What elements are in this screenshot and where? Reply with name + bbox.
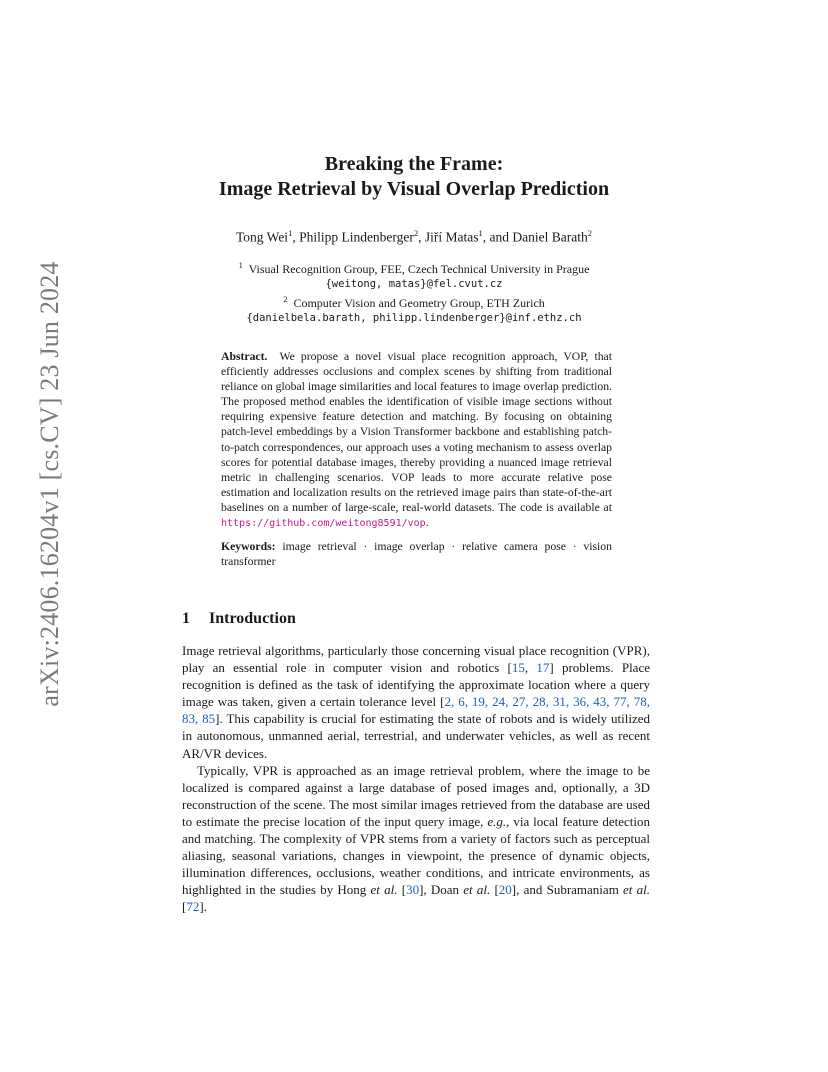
- paper-title: [0, 152, 828, 202]
- citation-link[interactable]: 72: [186, 899, 200, 915]
- section-title: Introduction: [209, 610, 296, 627]
- text-run: ,: [524, 660, 537, 676]
- keywords-text: image retrieval · image overlap · relative camera pose · vision transformer: [221, 540, 612, 569]
- affiliation-1-email[interactable]: {weitong, matas}@fel.cvut.cz: [325, 278, 503, 290]
- author-sep: ,: [292, 229, 300, 245]
- text-run: , via local feature detection and matching. The complexity of VPR stems from a variety of factors such as perceptual aliasing, seasonal variations, changes in viewpoint, the presence of dynamic objects, illumination differences, occlusions, weather conditions, and intricate environments, as highlighted in the studies by Hong: [182, 813, 651, 898]
- section-heading: [182, 610, 296, 628]
- text-italic: et al.: [623, 882, 650, 898]
- text-run: Image retrieval algorithms, particularly those concerning visual place recognition (VPR), play an essential role in computer vision and robotics [: [182, 643, 650, 676]
- affiliation-2: [0, 292, 828, 311]
- text-run: , Doan: [423, 882, 464, 898]
- author-name: Philipp Lindenberger: [299, 229, 414, 245]
- abstract-block: [221, 349, 612, 569]
- text-italic: et al.: [463, 882, 491, 898]
- author-affil-sup: 1: [478, 228, 483, 238]
- title-line-1: Breaking the Frame:: [324, 153, 504, 175]
- affiliation-sup: 1: [238, 260, 243, 270]
- citation-link[interactable]: 20: [498, 882, 512, 898]
- author-list: [0, 228, 828, 246]
- text-italic: et al.: [370, 882, 398, 898]
- abstract-label: Abstract.: [221, 350, 268, 363]
- affiliation-2-email[interactable]: {danielbela.barath, philipp.lindenberger}@inf.ethz.ch: [246, 312, 582, 324]
- code-link[interactable]: https://github.com/weitong8591/vop: [221, 518, 426, 530]
- abstract-text: We propose a novel visual place recognition approach, VOP, that efficiently addresses occlusions and complex scenes by shifting from traditional reliance on global image similarities and local features to image overlap prediction. The proposed method enables the identification of visible image sections without requiring expensive feature detection and matching. By focusing on obtaining patch-level embeddings by a Vision Transformer backbone and establishing patch-to-patch correspondences, our approach uses a voting mechanism to assess overlap scores for potential database images, thereby providing a nuanced image retrieval metric in challenging scenarios. VOP leads to more accurate relative pose estimation and localization results on the retrieved image pairs than state-of-the-art baselines on a number of large-scale, real-world datasets. The code is available at: [221, 350, 612, 514]
- author-affil-sup: 2: [413, 228, 419, 238]
- author-sep: , and: [482, 229, 513, 245]
- text-run: .: [203, 899, 207, 915]
- affiliation-name: Computer Vision and Geometry Group, ETH Zurich: [293, 296, 545, 310]
- author-name: Daniel Barath: [512, 229, 588, 245]
- abstract-end: .: [425, 516, 429, 530]
- paragraph-1: [182, 642, 650, 762]
- author-sep: ,: [418, 229, 425, 245]
- text-run: ] problems. Place recognition is defined as the task of identifying the approximate location where a query image was taken, given a certain tolerance level [: [182, 660, 650, 710]
- citation-link[interactable]: 15: [511, 660, 525, 676]
- affiliations: [0, 258, 828, 326]
- title-line-2: Image Retrieval by Visual Overlap Prediction: [218, 178, 610, 200]
- text-italic: e.g.: [487, 813, 507, 829]
- author-name: Jiří Matas: [424, 229, 479, 245]
- citation-link[interactable]: 30: [406, 882, 420, 898]
- citation-link[interactable]: 17: [536, 660, 550, 676]
- keywords-label: Keywords:: [221, 540, 276, 554]
- author-affil-sup: 1: [288, 228, 293, 238]
- affiliation-name: Visual Recognition Group, FEE, Czech Technical University in Prague: [248, 262, 590, 276]
- text-run: ]. This capability is crucial for estimating the state of robots and is widely utilized in autonomous, unmanned aerial, terrestrial, and underwater vehicles, as well as recent AR/VR devices.: [182, 711, 650, 761]
- keywords: [221, 539, 612, 569]
- citation-link-group[interactable]: 2, 6, 19, 24, 27, 28, 31, 36, 43, 77, 78, 83, 85: [182, 694, 651, 727]
- text-run: , and Subramaniam: [516, 882, 624, 898]
- text-run: Typically, VPR is approached as an image retrieval problem, where the image to be localized is compared against a large database of posed images and, optionally, a 3D reconstruction of the scene. The most similar images retrieved from the database are used to estimate the precise location of the input query image,: [182, 762, 650, 829]
- author-affil-sup: 2: [587, 228, 593, 238]
- arxiv-identifier-stamp: arXiv:2406.16204v1 [cs.CV] 23 Jun 2024: [35, 261, 64, 707]
- affiliation-sup: 2: [283, 294, 288, 304]
- paragraph-2: Typically, VPR is approached as an image retrieval problem, where the image to be localized is compared against a large database of posed images and, optionally, a 3D reconstruction of the scene. The most similar images retrieved from the database are used to estimate the precise location of the input query image, e.g., via local feature detection and matching. The complexity of VPR stems from a variety of factors such as perceptual aliasing, seasonal variations, changes in viewpoint, the presence of dynamic objects, illumination differences, occlusions, weather conditions, and intricate environments, as highlighted in the studies by Hong et al. [30], Doan et al. [20], and Subramaniam et al. [72].: [182, 762, 651, 915]
- author-name: Tong Wei: [235, 229, 289, 245]
- section-number: 1: [182, 610, 190, 627]
- abstract-paragraph: [221, 349, 612, 531]
- affiliation-1: [0, 258, 828, 277]
- body-text: [182, 642, 650, 916]
